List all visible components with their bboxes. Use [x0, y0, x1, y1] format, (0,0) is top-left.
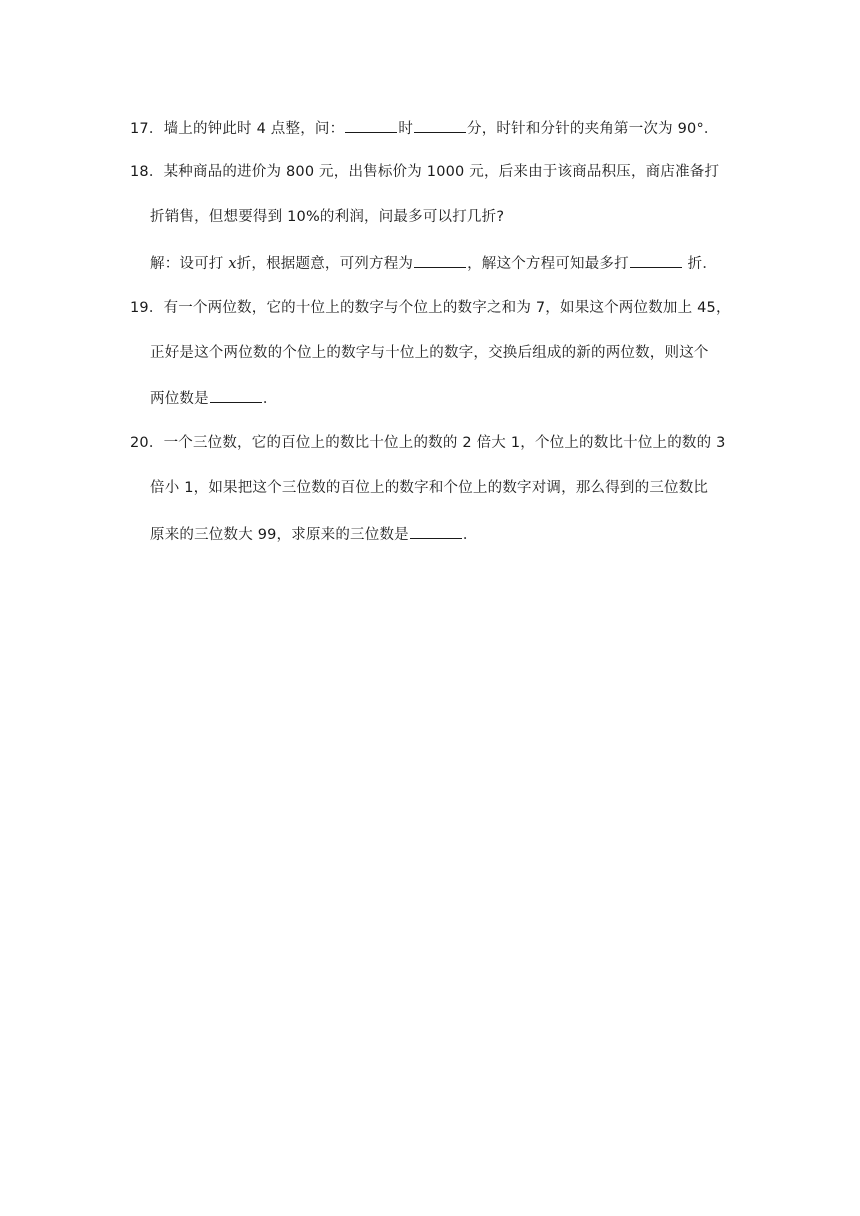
question-17-line-1	[130, 118, 719, 139]
answer-blank[interactable]	[414, 118, 466, 133]
answer-blank[interactable]	[210, 388, 262, 403]
question-text: 正好是这个两位数的个位上的数字与十位上的数字，交换后组成的新的两位数，则这个	[150, 345, 709, 361]
question-text: 某种商品的进价为 800 元，出售标价为 1000 元，后来由于该商品积压，商店准备打	[163, 164, 720, 180]
question-text: 时	[398, 121, 414, 137]
solution-prefix: 解：设可打	[150, 256, 229, 272]
question-number: 19．	[130, 300, 164, 316]
question-18-line-3	[150, 253, 717, 274]
question-19-line-3	[150, 388, 278, 409]
question-text: 两位数是	[150, 391, 209, 407]
question-text: 有一个两位数，它的十位上的数字与个位上的数字之和为 7，如果这个两位数加上 45，	[163, 300, 731, 316]
question-20-line-1	[130, 433, 726, 453]
question-number: 17．	[130, 121, 164, 137]
question-20-line-2	[150, 478, 708, 498]
question-text: 折，根据题意，可列方程为	[236, 256, 414, 272]
question-number: 18．	[130, 164, 164, 180]
answer-blank[interactable]	[630, 253, 682, 268]
answer-blank[interactable]	[414, 253, 466, 268]
question-text: 原来的三位数大 99，求原来的三位数是	[150, 527, 409, 543]
question-18-line-2	[150, 207, 504, 227]
question-20-line-3	[150, 524, 478, 545]
question-19-line-2	[150, 343, 709, 363]
question-text: ．	[262, 391, 278, 407]
answer-blank[interactable]	[345, 118, 397, 133]
question-text: 分，时针和分针的夹角第一次为 90°．	[467, 121, 719, 137]
question-text: ．	[462, 527, 478, 543]
question-text: 折．	[682, 256, 718, 272]
question-text: 倍小 1，如果把这个三位数的百位上的数字和个位上的数字对调，那么得到的三位数比	[150, 480, 709, 496]
question-19-line-1	[130, 298, 731, 318]
question-text: ，解这个方程可知最多打	[467, 256, 629, 272]
question-number: 20．	[130, 435, 164, 451]
question-18-line-1	[130, 162, 719, 182]
variable-x: x	[228, 256, 237, 272]
question-text: 一个三位数，它的百位上的数比十位上的数的 2 倍大 1，个位上的数比十位上的数的 3	[163, 435, 726, 451]
question-text: 折销售，但想要得到 10%的利润，问最多可以打几折?	[150, 209, 505, 225]
question-text: 墙上的钟此时 4 点整，问：	[163, 121, 345, 137]
answer-blank[interactable]	[410, 524, 462, 539]
